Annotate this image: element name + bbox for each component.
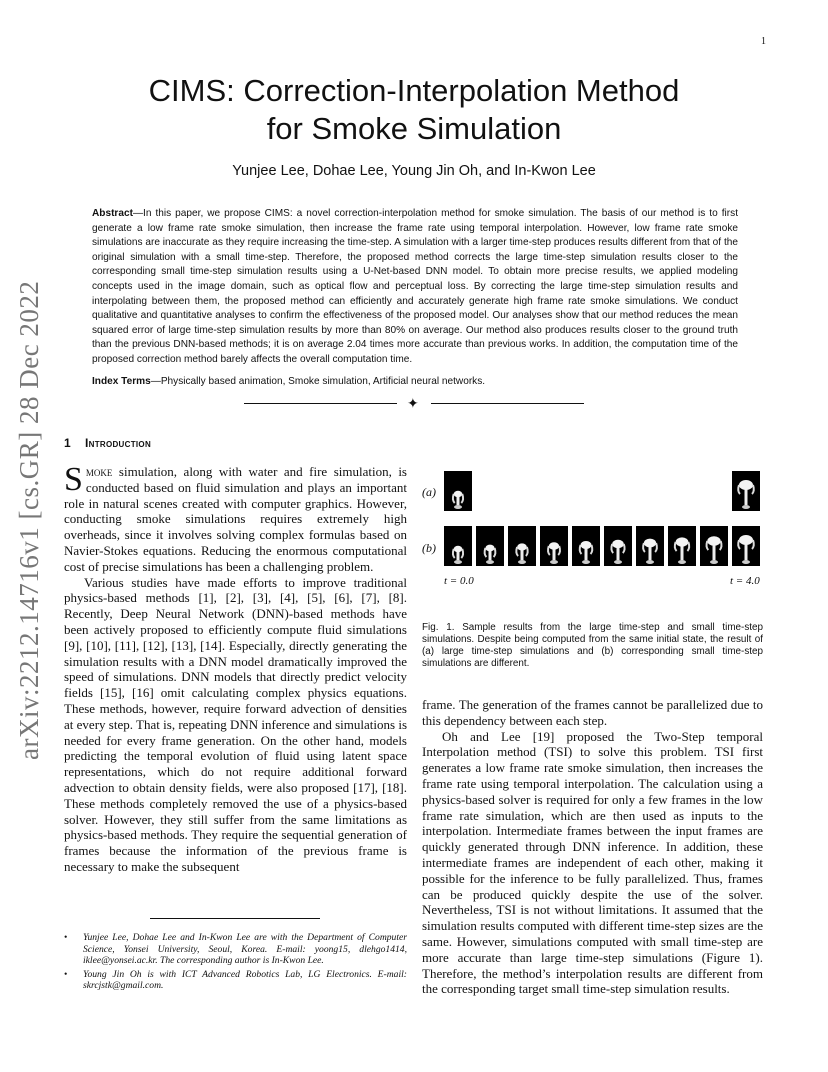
section-divider bbox=[244, 398, 584, 410]
intro-paragraph-1-text: simulation, along with water and fire simulation, is conducted based on fluid simulation and plays an important role in natural scenes created with computer graphics. However, conducting smoke simulations requires extremely high overheads, since it involves solving complex formulas based on Navier-Stokes equations. Reducing the enormous computational cost of precise simulations has been a challenging problem. bbox=[64, 464, 407, 574]
abstract-label: Abstract bbox=[92, 208, 133, 219]
section-number: 1 bbox=[64, 436, 71, 450]
figure-caption: Fig. 1. Sample results from the large time-step and small time-step simulations. Despite being computed from the same initial state, the result of (a) large time-step simulations and (b) corresponding small time-step simulations are different. bbox=[422, 622, 763, 669]
smoke-frame-b bbox=[572, 526, 600, 566]
abstract bbox=[92, 207, 738, 368]
index-terms bbox=[92, 376, 738, 387]
row-a-label: (a) bbox=[422, 485, 436, 499]
time-start-label: t = 0.0 bbox=[444, 575, 474, 587]
left-column bbox=[64, 461, 407, 875]
smoke-frame-b bbox=[668, 526, 696, 566]
section-heading bbox=[64, 436, 151, 450]
smoke-frame-b bbox=[476, 526, 504, 566]
drop-cap: S bbox=[64, 461, 83, 498]
smoke-frame-b bbox=[732, 526, 760, 566]
figure-1 bbox=[420, 468, 766, 593]
right-paragraph-2: Oh and Lee [19] proposed the Two-Step temporal Interpolation method (TSI) to solve this problem. TSI first generates a low frame rate smoke simulation, then increases the frame rate using temporal interpolation. The calculation using a physics-based solver is required for only a few frames in the low frame rate simulation, which are then used as inputs to the interpolation. Intermediate frames between the input frames are quickly generated through DNN inference. In addition, these intermediate frames are independent of each other, making it possible for the inference to be fully parallelized. Thus, frames can be produced quickly despite the use of the solver. Nevertheless, TSI is not without limitations. It assumed that the simulation results computed with different time-step sizes are the same. However, simulations computed with small time-step are more accurate than large time-step simulations (Figure 1). Therefore, the method’s interpolation results are different from the corresponding target small time-step simulation results. bbox=[422, 728, 763, 997]
first-word-rest: moke bbox=[85, 464, 113, 479]
abstract-text: —In this paper, we propose CIMS: a novel correction-interpolation method for smoke simulation. The basis of our method is to first generate a low frame rate smoke simulation, then increase the frame rate using temporal interpolation. However, low frame rate smoke simulations are inaccurate as they require increasing the time-step. A simulation with a larger time-step produces results different from that of the original simulation with a small time-step. Therefore, the proposed method corrects the large time-step simulation results closer to the corresponding small time-step simulation results using a U-Net-based DNN model. To obtain more precise results, we applied modeling concepts used in the image domain, such as optical flow and perceptual loss. By correcting the large time-step simulation results and interpolating between them, the proposed method can efficiently and accurately generate high frame rate smoke simulations. We conduct qualitative and quantitative analyses to confirm the effectiveness of the proposed model. Our analyses show that our method reduces the mean squared error of large time-step simulation results by more than 80% on average. Our method also produces results closer to the ground truth than the previous DNN-based methods; it is on average 2.04 times more accurate than previous works. In addition, the computation time of the proposed correction method barely affects the overall computation time. bbox=[92, 208, 738, 365]
intro-paragraph-1 bbox=[64, 461, 407, 575]
right-column bbox=[422, 697, 763, 997]
title-line-2: for Smoke Simulation bbox=[266, 111, 562, 146]
time-end-label: t = 4.0 bbox=[730, 575, 760, 587]
smoke-frame-b bbox=[636, 526, 664, 566]
footnote-rule bbox=[150, 918, 320, 919]
title-line-1: CIMS: Correction-Interpolation Method bbox=[148, 73, 680, 108]
smoke-frame-b bbox=[444, 526, 472, 566]
author-list: Yunjee Lee, Dohae Lee, Young Jin Oh, and In-Kwon Lee bbox=[232, 163, 596, 179]
smoke-frame-b bbox=[604, 526, 632, 566]
smoke-frame-a-start bbox=[444, 471, 472, 511]
divider-line-left bbox=[244, 403, 397, 404]
footnote-item: • Yunjee Lee, Dohae Lee and In-Kwon Lee are with the Department of Computer Science, Yonsei University, Seoul, Korea. E-mail: yoong15, dlehgo1414, iklee@yonsei.ac.kr. The corresponding author is In-Kwon Lee. bbox=[64, 932, 407, 967]
page-number: 1 bbox=[761, 36, 766, 47]
divider-line-right bbox=[431, 403, 584, 404]
footnotes bbox=[64, 932, 407, 994]
row-b-label: (b) bbox=[422, 541, 436, 555]
index-terms-text: —Physically based animation, Smoke simulation, Artificial neural networks. bbox=[150, 376, 486, 387]
smoke-frame-b bbox=[508, 526, 536, 566]
smoke-frame-b bbox=[540, 526, 568, 566]
section-title: Introduction bbox=[84, 436, 152, 450]
smoke-frame-b bbox=[700, 526, 728, 566]
right-paragraph-1: frame. The generation of the frames cannot be parallelized due to this dependency between each step. bbox=[422, 697, 763, 728]
arxiv-stamp: arXiv:2212.14716v1 [cs.GR] 28 Dec 2022 bbox=[14, 280, 44, 760]
diamond-ornament-icon: ✦ bbox=[407, 397, 419, 412]
paper-title bbox=[0, 72, 828, 148]
smoke-frame-a-end bbox=[732, 471, 760, 511]
index-terms-label: Index Terms bbox=[92, 376, 151, 387]
footnote-item: • Young Jin Oh is with ICT Advanced Robotics Lab, LG Electronics. E-mail: skrcjstk@gmail.com. bbox=[64, 969, 407, 992]
intro-paragraph-2: Various studies have made efforts to improve traditional physics-based methods [1], [2], [3], [4], [5], [6], [7], [8]. Recently, Deep Neural Network (DNN)-based methods have been actively proposed to efficiently compute fluid simulations [9], [10], [11], [12], [13], [14]. Especially, directly generating the simulation results with a DNN model dramatically improved the speed of simulations. DNN models that directly predict velocity fields [15], [16] omit calculating complex physics equations. These methods, however, require forward advection of densities at every step. That is, repeating DNN inference and simulations is needed for every frame generation. On the other hand, models predicting the temporal evolution of fluid using latent space representations, which do not require additional forward advection to obtain density fields, were also proposed [17], [18]. These methods completely removed the use of a physics-based solver. However, they still suffer from the same limitations as physics-based methods. They require the sequential generation of frames because the information of the previous frame is necessary to make the subsequent bbox=[64, 574, 407, 874]
